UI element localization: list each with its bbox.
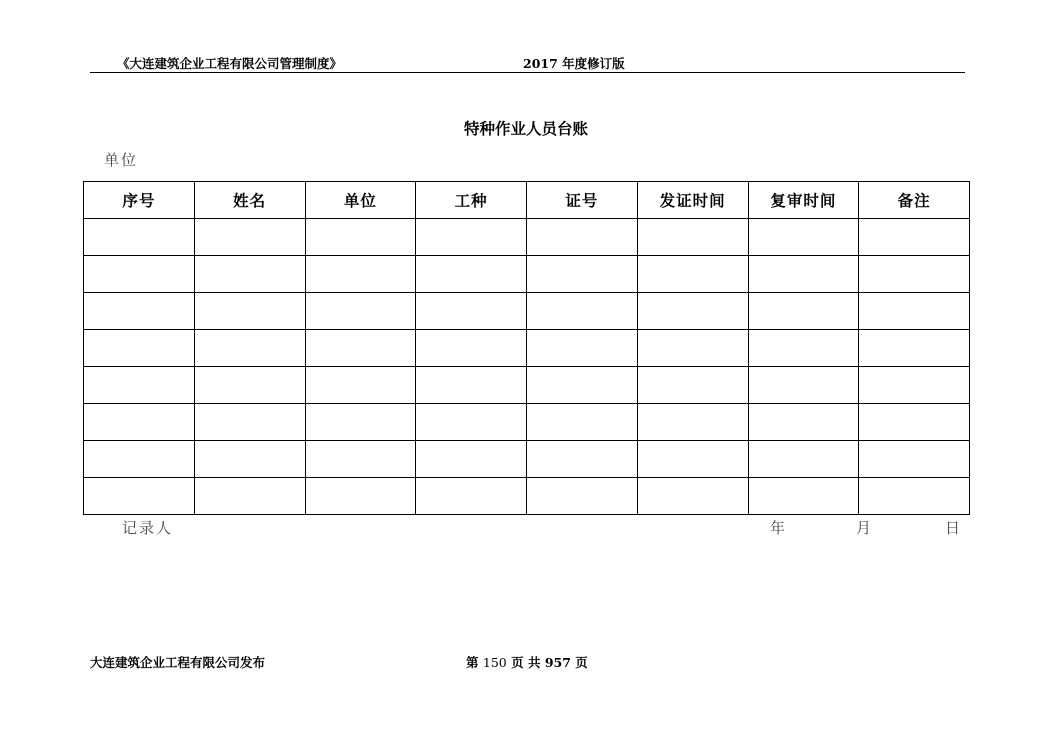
table-cell[interactable] — [194, 441, 305, 478]
table-cell[interactable] — [305, 256, 416, 293]
table-cell[interactable] — [637, 367, 748, 404]
personnel-ledger-table — [83, 181, 970, 515]
table-cell[interactable] — [748, 293, 859, 330]
table-cell[interactable] — [305, 219, 416, 256]
table-cell[interactable] — [305, 441, 416, 478]
table-row — [84, 441, 970, 478]
table-cell[interactable] — [305, 367, 416, 404]
table-cell[interactable] — [859, 404, 970, 441]
table-cell[interactable] — [527, 293, 638, 330]
table-row — [84, 219, 970, 256]
table-cell[interactable] — [527, 404, 638, 441]
date-month-label: 月 — [856, 519, 872, 537]
column-header-trade: 工种 — [416, 182, 527, 219]
table-row — [84, 404, 970, 441]
table-cell[interactable] — [194, 404, 305, 441]
table-cell[interactable] — [194, 478, 305, 515]
table-cell[interactable] — [84, 404, 195, 441]
unit-label: 单位 — [104, 151, 139, 169]
column-header-issue-date: 发证时间 — [637, 182, 748, 219]
table-cell[interactable] — [748, 441, 859, 478]
table-cell[interactable] — [416, 367, 527, 404]
table-cell[interactable] — [305, 478, 416, 515]
table-cell[interactable] — [416, 256, 527, 293]
date-day-label: 日 — [945, 519, 961, 537]
table-cell[interactable] — [527, 478, 638, 515]
table-cell[interactable] — [748, 478, 859, 515]
table-cell[interactable] — [194, 256, 305, 293]
table-row — [84, 330, 970, 367]
page-prefix: 第 — [466, 655, 479, 670]
table-cell[interactable] — [527, 367, 638, 404]
table-body — [84, 219, 970, 515]
table-cell[interactable] — [748, 256, 859, 293]
table-cell[interactable] — [859, 293, 970, 330]
table-cell[interactable] — [859, 367, 970, 404]
column-header-remarks: 备注 — [859, 182, 970, 219]
table-cell[interactable] — [859, 478, 970, 515]
table-cell[interactable] — [416, 219, 527, 256]
table-cell[interactable] — [305, 404, 416, 441]
page-total: 957 — [544, 655, 571, 670]
table-cell[interactable] — [84, 219, 195, 256]
table-cell[interactable] — [527, 219, 638, 256]
table-cell[interactable] — [416, 330, 527, 367]
table-cell[interactable] — [859, 330, 970, 367]
table-cell[interactable] — [84, 330, 195, 367]
table-cell[interactable] — [84, 293, 195, 330]
column-header-name: 姓名 — [194, 182, 305, 219]
table-cell[interactable] — [84, 367, 195, 404]
column-header-certificate-no: 证号 — [527, 182, 638, 219]
table-cell[interactable] — [194, 367, 305, 404]
column-header-review-date: 复审时间 — [748, 182, 859, 219]
date-year-label: 年 — [770, 519, 786, 537]
recorder-label: 记录人 — [122, 519, 174, 537]
table-cell[interactable] — [637, 330, 748, 367]
table-row — [84, 256, 970, 293]
table-cell[interactable] — [637, 256, 748, 293]
page-current: 150 — [482, 655, 507, 670]
header-document-title: 《大连建筑企业工程有限公司管理制度》 — [117, 56, 343, 71]
table-cell[interactable] — [194, 293, 305, 330]
page-middle: 页 共 — [511, 655, 541, 670]
table-cell[interactable] — [748, 330, 859, 367]
table-row — [84, 478, 970, 515]
header-rule — [90, 72, 965, 73]
table-cell[interactable] — [527, 330, 638, 367]
table-cell[interactable] — [637, 478, 748, 515]
page-suffix: 页 — [575, 655, 588, 670]
table-cell[interactable] — [527, 256, 638, 293]
table-cell[interactable] — [194, 219, 305, 256]
table-cell[interactable] — [305, 330, 416, 367]
header-edition: 2017 年度修订版 — [523, 56, 625, 71]
table-cell[interactable] — [84, 441, 195, 478]
table-cell[interactable] — [416, 293, 527, 330]
table-cell[interactable] — [84, 478, 195, 515]
table-cell[interactable] — [637, 293, 748, 330]
table-cell[interactable] — [194, 330, 305, 367]
table-row — [84, 367, 970, 404]
column-header-serial: 序号 — [84, 182, 195, 219]
table-cell[interactable] — [748, 367, 859, 404]
column-header-unit: 单位 — [305, 182, 416, 219]
table-cell[interactable] — [527, 441, 638, 478]
table-cell[interactable] — [637, 441, 748, 478]
table-cell[interactable] — [84, 256, 195, 293]
table-cell[interactable] — [416, 404, 527, 441]
table-cell[interactable] — [416, 441, 527, 478]
table-cell[interactable] — [416, 478, 527, 515]
footer-page-number — [466, 653, 588, 671]
table-cell[interactable] — [637, 219, 748, 256]
table-cell[interactable] — [305, 293, 416, 330]
table-cell[interactable] — [859, 256, 970, 293]
table-cell[interactable] — [859, 219, 970, 256]
table-header-row — [84, 182, 970, 219]
footer-publisher: 大连建筑企业工程有限公司发布 — [90, 655, 266, 670]
form-title: 特种作业人员台账 — [463, 120, 588, 138]
table-cell[interactable] — [748, 404, 859, 441]
table-cell[interactable] — [748, 219, 859, 256]
table-cell[interactable] — [859, 441, 970, 478]
table-row — [84, 293, 970, 330]
table-cell[interactable] — [637, 404, 748, 441]
